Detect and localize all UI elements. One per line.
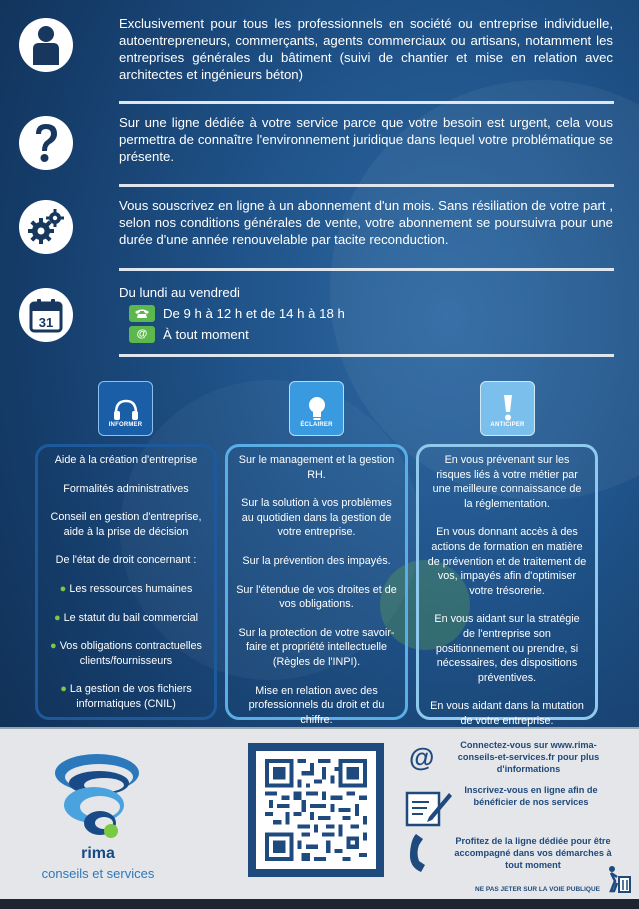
tile-informer-label: INFORMER xyxy=(108,422,143,428)
col3-item: En vous aidant sur la stratégie de l'entreprise son positionnement ou prendre, si nécessaires, des dispositions préventives. xyxy=(434,613,580,684)
phone-icon xyxy=(129,305,155,322)
web-hours-text: À tout moment xyxy=(163,327,249,342)
web-hours xyxy=(119,326,613,343)
tile-eclairer-label: ÉCLAIRER xyxy=(300,422,333,428)
column-informer xyxy=(35,444,217,720)
col3-item: En vous prévenant sur les risques liés à votre métier par une meilleure connaissance de la réglementation. xyxy=(432,454,582,510)
lightbulb-icon xyxy=(307,396,327,422)
col2-item: Sur le management et la gestion RH. xyxy=(238,454,395,481)
form-pen-icon xyxy=(405,787,453,827)
col2-item: Sur la protection de votre savoir-faire et propriété intellectuelle (Règles de l'INPI). xyxy=(238,626,395,668)
tile-anticiper-label: ANTICIPER xyxy=(490,422,525,428)
at-symbol-icon: @ xyxy=(409,742,435,772)
signup-text[interactable]: Inscrivez-vous en ligne afin de bénéficier de nos services xyxy=(464,785,598,807)
col1-item: Formalités administratives xyxy=(63,482,189,495)
brand-tagline: conseils et services xyxy=(41,866,155,881)
qr-code[interactable] xyxy=(264,759,368,861)
phone-handset-icon xyxy=(409,833,431,873)
calendar-day: 31 xyxy=(38,315,54,330)
calendar-icon xyxy=(19,288,73,342)
phone-hours-text: De 9 h à 12 h et de 14 h à 18 h xyxy=(163,306,345,321)
bullet-dot: ● xyxy=(59,582,67,595)
website-text[interactable]: Connectez-vous sur www.rima-conseils-et-services.fr pour plus d'informations xyxy=(457,740,600,774)
bottom-strip xyxy=(0,899,639,909)
exclamation-icon xyxy=(502,394,514,422)
col1-bullet-item: ● Les ressources humaines xyxy=(59,582,193,595)
at-icon: @ xyxy=(129,326,155,343)
brand-name: rima xyxy=(81,845,115,862)
tile-eclairer xyxy=(289,381,344,436)
section-when xyxy=(119,284,613,343)
footer xyxy=(0,729,639,899)
phone-line-text: Profitez de la ligne dédiée pour être accompagné dans vos démarches à tout moment xyxy=(454,836,612,870)
divider xyxy=(119,354,614,357)
col1-bullet-item: ● La gestion de vos fichiers informatiques (CNIL) xyxy=(60,683,192,710)
rima-logo-icon xyxy=(54,749,144,844)
col2-item: Sur l'étendue de vos droites et de vos obligations. xyxy=(236,583,397,611)
col1-item: Conseil en gestion d'entreprise, aide à la prise de décision xyxy=(50,511,202,538)
bullet-dot: ● xyxy=(60,683,67,696)
col1-bullet-item: ● Vos obligations contractuelles clients/fournisseurs xyxy=(50,640,202,667)
headset-icon xyxy=(113,398,139,422)
column-anticiper xyxy=(416,444,598,727)
tile-anticiper xyxy=(480,381,535,436)
trash-bin-icon xyxy=(606,865,632,893)
section-how-text: Vous souscrivez en ligne à un abonnement d'un mois. Sans résiliation de votre part , selon nos conditions générales de vente, votre abonnement se poursuivra pour une durée d'une année renouvelable par tacite reconduction. xyxy=(119,198,613,247)
gears-icon xyxy=(19,200,73,254)
divider xyxy=(119,184,614,187)
col1-item: Aide à la création d'entreprise xyxy=(54,454,198,466)
qr-code-frame xyxy=(248,743,384,877)
divider xyxy=(119,268,614,271)
col3-item: En vous aidant dans la mutation de votre entreprise. xyxy=(430,700,584,727)
bullet-dot: ● xyxy=(50,640,57,653)
bullet-dot: ● xyxy=(53,611,61,624)
section-who-text: Exclusivement pour tous les professionnels en société ou entreprise individuelle, autoentrepreneurs, commerçants, agents commerciaux ou artisans, notamment les entreprises générales du bâtiment (suivi de chantier et mise en relation avec architectes et ingénieurs béton) xyxy=(119,16,613,82)
col1-bullet-item: ● Le statut du bail commercial xyxy=(53,611,199,624)
when-title: Du lundi au vendredi xyxy=(119,285,240,300)
phone-hours xyxy=(119,305,613,322)
question-icon xyxy=(19,116,73,170)
column-eclairer xyxy=(225,444,408,726)
col1-item: De l'état de droit concernant : xyxy=(55,554,197,567)
col2-item: Mise en relation avec des professionnels du droit et du chiffre. xyxy=(248,684,385,726)
section-why-text: Sur une ligne dédiée à votre service parce que votre besoin est urgent, cela vous permettra de connaître l'environnement juridique dans lequel votre problématique se présente. xyxy=(119,115,613,164)
col2-item: Sur la prévention des impayés. xyxy=(242,554,391,567)
col3-item: En vous donnant accès à des actions de formation en matière de prévention et de traitement de vos, impayés afin d'optimiser votre trésorerie. xyxy=(427,526,587,597)
col2-item: Sur la solution à vos problèmes au quotidien dans la gestion de votre entreprise. xyxy=(241,497,392,539)
tile-informer xyxy=(98,381,153,436)
divider xyxy=(119,101,614,104)
litter-notice: NE PAS JETER SUR LA VOIE PUBLIQUE xyxy=(475,886,600,893)
person-icon xyxy=(19,18,73,72)
